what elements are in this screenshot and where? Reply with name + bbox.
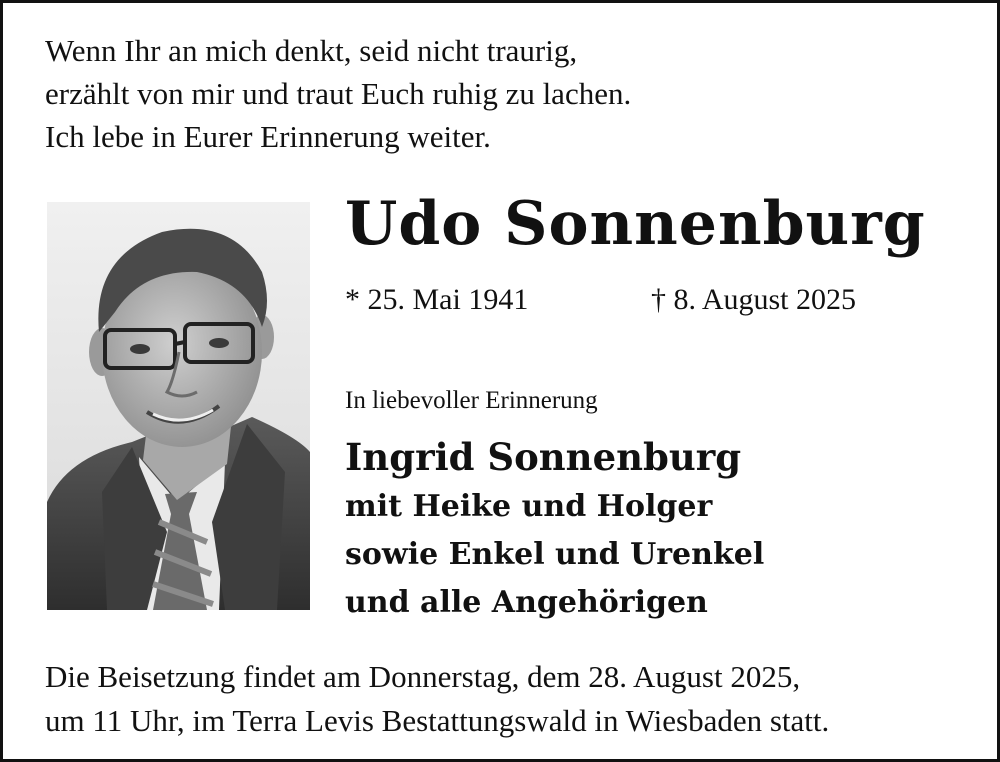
funeral-info (45, 655, 829, 743)
mourner-line-2: sowie Enkel und Urenkel (345, 537, 765, 572)
portrait-photo (47, 202, 310, 610)
verse-line-1: Wenn Ihr an mich denkt, seid nicht traurig, (45, 33, 578, 68)
remembrance-phrase: In liebevoller Erinnerung (345, 387, 598, 414)
mourner-lead: Ingrid Sonnenburg (345, 435, 742, 479)
verse-line-3: Ich lebe in Eurer Erinnerung weiter. (45, 119, 491, 154)
mourner-line-3: und alle Angehörigen (345, 585, 708, 620)
death-date: † 8. August 2025 (651, 283, 857, 316)
verse-line-2: erzählt von mir und traut Euch ruhig zu lachen. (45, 76, 632, 111)
deceased-name: Udo Sonnenburg (345, 189, 926, 259)
funeral-line-2: um 11 Uhr, im Terra Levis Bestattungswald in Wiesbaden statt. (45, 703, 830, 738)
portrait-illustration (47, 202, 310, 610)
life-dates (345, 283, 857, 317)
mourners-list (345, 431, 764, 627)
birth-date: * 25. Mai 1941 (345, 283, 529, 316)
memorial-verse (45, 29, 631, 158)
mourner-line-1: mit Heike und Holger (345, 489, 713, 524)
funeral-line-1: Die Beisetzung findet am Donnerstag, dem 28. August 2025, (45, 659, 801, 694)
